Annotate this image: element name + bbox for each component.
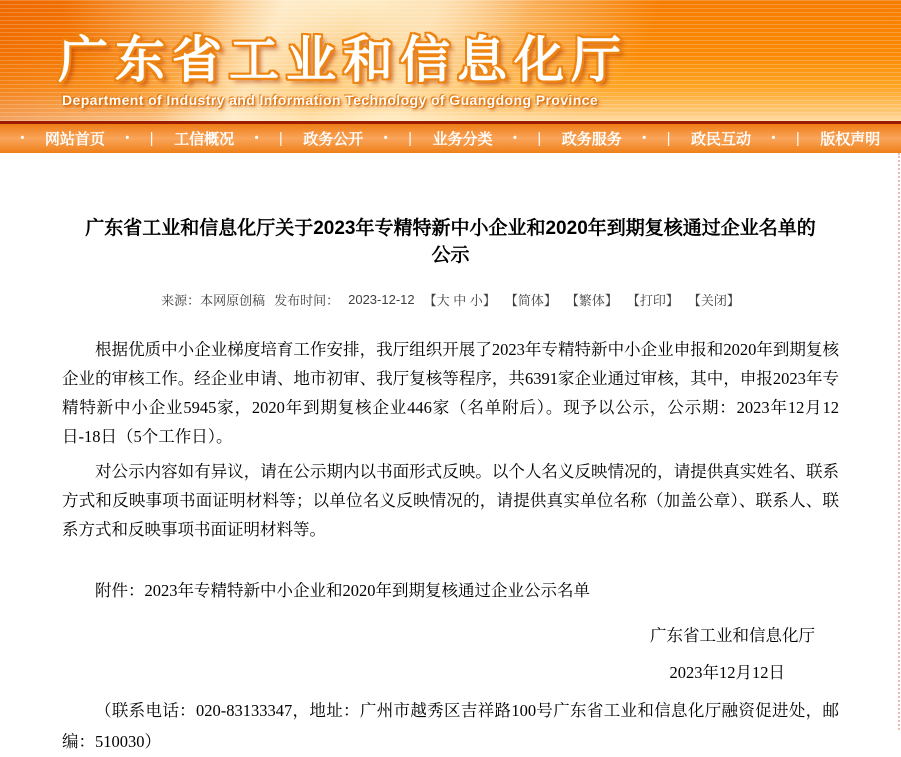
print-button[interactable]: 【打印】	[626, 293, 679, 308]
nav-bullet-icon: •	[513, 132, 517, 144]
nav-bullet-icon: •	[254, 132, 259, 144]
page-right-edge-line	[898, 153, 900, 730]
publish-time-label: 发布时间：	[274, 293, 340, 308]
nav-separator: |	[795, 130, 800, 147]
nav-item-interaction[interactable]: 政民互动	[691, 131, 752, 148]
nav-item-disclosure[interactable]: 政务公开	[303, 131, 364, 148]
nav-item-services[interactable]: 政务服务	[561, 131, 622, 148]
nav-item-overview[interactable]: 工信概况	[174, 131, 235, 148]
traditional-chinese-button[interactable]: 【繁体】	[565, 293, 618, 308]
nav-separator: |	[666, 130, 671, 147]
contact-info: （联系电话：020-83133347，地址：广州市越秀区吉祥路100号广东省工业和信息化厅融资促进处，邮编：510030）	[62, 701, 839, 751]
main-navbar	[0, 124, 901, 153]
font-size-button[interactable]: 【大 中 小】	[423, 293, 496, 308]
body-paragraph: 对公示内容如有异议，请在公示期内以书面形式反映。以个人名义反映情况的，请提供真实姓名、联系方式和反映事项书面证明材料等；以单位名义反映情况的，请提供真实单位名称（加盖公章）、联系人、联系方式和反映事项书面证明材料等。	[62, 462, 839, 539]
simplified-chinese-button[interactable]: 【简体】	[504, 293, 557, 308]
nav-separator: |	[149, 130, 154, 147]
site-subtitle-english: Department of Industry and Information Technology of Guangdong Province	[62, 92, 599, 108]
page-title: 广东省工业和信息化厅关于2023年专精特新中小企业和2020年到期复核通过企业名单的公示	[85, 218, 816, 266]
article-content	[0, 215, 901, 757]
nav-bullet-icon: •	[383, 132, 388, 144]
nav-bullet-icon: •	[20, 132, 25, 144]
nav-bullet-icon: •	[771, 132, 776, 144]
article-meta-bar	[0, 290, 901, 309]
publish-time-value: 2023-12-12	[348, 292, 415, 307]
nav-item-copyright[interactable]: 版权声明	[820, 131, 881, 148]
nav-item-home[interactable]: 网站首页	[44, 131, 105, 148]
nav-separator: |	[278, 130, 283, 147]
nav-separator: |	[408, 130, 413, 147]
site-banner	[0, 0, 901, 121]
close-button[interactable]: 【关闭】	[687, 293, 740, 308]
signature-date: 2023年12月12日	[669, 663, 785, 682]
nav-bullet-icon: •	[642, 132, 647, 144]
nav-item-business[interactable]: 业务分类	[432, 131, 493, 148]
body-paragraph: 根据优质中小企业梯度培育工作安排，我厅组织开展了2023年专精特新中小企业申报和2020年到期复核企业的审核工作。经企业申请、地市初审、我厅复核等程序，共6391家企业通过审核，其中，申报2023年专精特新中小企业5945家，2020年到期复核企业446家（名单附后）。现予以公示，公示期：2023年12月12日-18日（5个工作日）。	[62, 340, 839, 446]
source-label: 来源：本网原创稿	[161, 293, 266, 308]
signature-agency: 广东省工业和信息化厅	[650, 626, 815, 645]
nav-bullet-icon: •	[125, 132, 130, 144]
attachment-link[interactable]: 附件：2023年专精特新中小企业和2020年到期复核通过企业公示名单	[95, 581, 590, 600]
site-title: 广东省工业和信息化厅	[58, 32, 628, 88]
nav-separator: |	[537, 130, 542, 147]
